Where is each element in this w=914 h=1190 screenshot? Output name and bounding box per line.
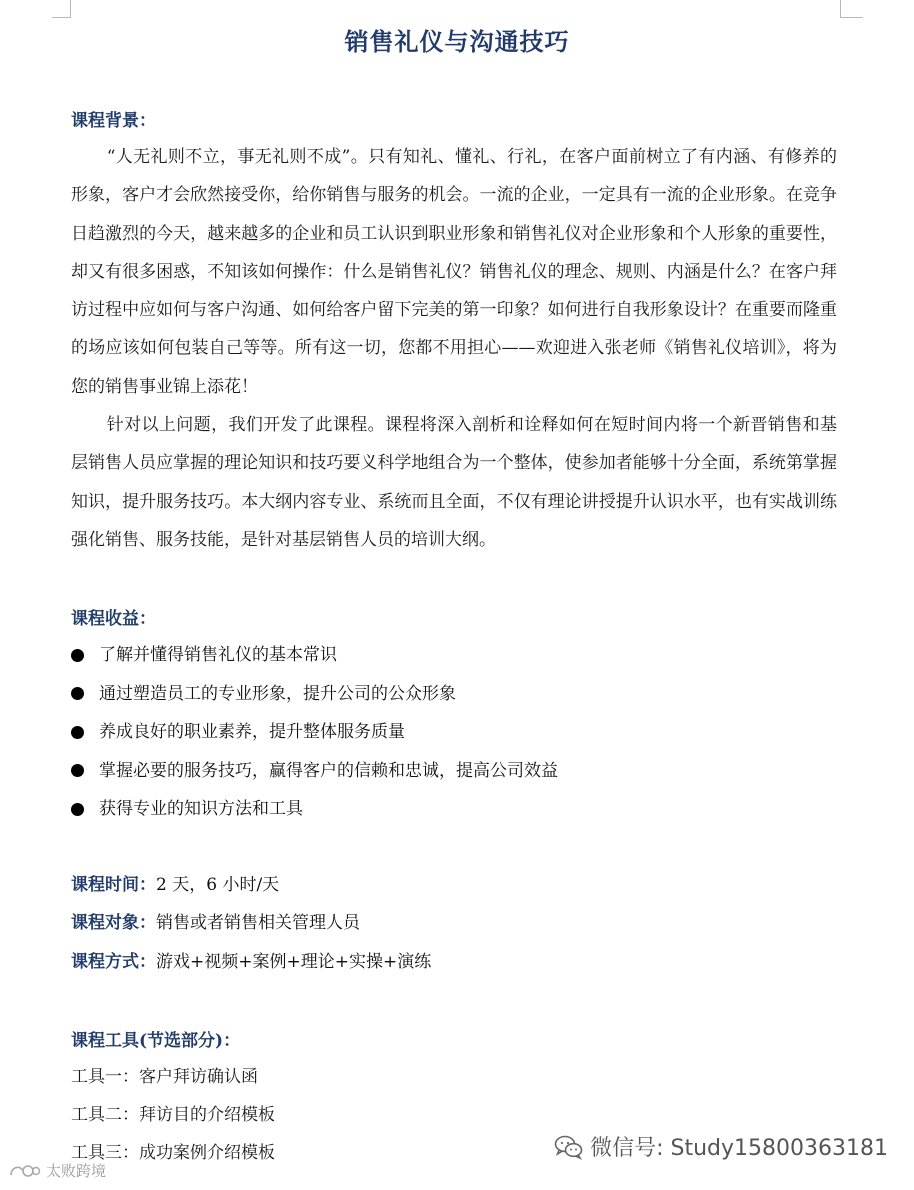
list-item: 掌握必要的服务技巧，赢得客户的信赖和忠诚，提高公司效益 xyxy=(71,752,558,791)
wechat-watermark: 微信号: Study15800363181 xyxy=(554,1131,888,1162)
tool-item: 工具三：成功案例介绍模板 xyxy=(71,1143,275,1163)
logo-icon xyxy=(8,1161,42,1181)
course-time: 课程时间：2 天，6 小时/天 xyxy=(71,875,280,895)
list-item: 养成良好的职业素养，提升整体服务质量 xyxy=(71,713,558,752)
background-paragraph: 针对以上问题，我们开发了此课程。课程将深入剖析和诠释如何在短时间内将一个新晋销售和基层销售人员应掌握的理论知识和技巧要义科学地组合为一个整体，使参加者能够十分全面，系统第掌握知识，提升服务技巧。本大纲内容专业、系统而且全面，不仅有理论讲授提升认识水平，也有实战训练强化销售、服务技能，是针对基层销售人员的培训大纲。 xyxy=(71,415,837,550)
bullet-icon xyxy=(71,803,84,816)
bullet-icon xyxy=(71,649,84,662)
bullet-icon xyxy=(71,687,84,700)
crop-mark xyxy=(52,17,70,18)
crop-mark xyxy=(70,0,71,18)
course-method: 课程方式：游戏+视频+案例+理论+实操+演练 xyxy=(71,952,432,972)
wechat-icon xyxy=(554,1134,584,1160)
list-item: 获得专业的知识方法和工具 xyxy=(71,790,558,829)
crop-mark xyxy=(841,17,863,18)
list-item: 通过塑造员工的专业形象，提升公司的公众形象 xyxy=(71,675,558,714)
tool-item: 工具二：拜访目的介绍模板 xyxy=(71,1105,275,1125)
bullet-icon xyxy=(71,764,84,777)
tools-heading: 课程工具(节选部分)： xyxy=(71,1031,241,1051)
benefits-heading: 课程收益： xyxy=(71,609,156,629)
crop-mark xyxy=(840,0,841,18)
background-paragraph: “人无礼则不立，事无礼则不成”。只有知礼、懂礼、行礼，在客户面前树立了有内涵、有修养的形象，客户才会欣然接受你，给你销售与服务的机会。一流的企业，一定具有一流的企业形象。在竞争日趋激烈的今天，越来越多的企业和员工认识到职业形象和销售礼仪对企业形象和个人形象的重要性，却又有很多困惑，不知该如何操作：什么是销售礼仪？销售礼仪的理念、规则、内涵是什么？在客户拜访过程中应如何与客户沟通、如何给客户留下完美的第一印象？如何进行自我形象设计？在重要而隆重的场应该如何包装自己等等。所有这一切，您都不用担心——欢迎进入张老师《销售礼仪培训》，将为您的销售事业锦上添花！ xyxy=(71,147,837,397)
tool-item: 工具一：客户拜访确认函 xyxy=(71,1067,258,1087)
benefits-list xyxy=(71,636,558,829)
bullet-icon xyxy=(71,726,84,739)
document-title: 销售礼仪与沟通技巧 xyxy=(344,27,570,56)
background-heading: 课程背景： xyxy=(71,111,156,131)
corner-logo: 太败跨境 xyxy=(8,1160,106,1181)
list-item: 了解并懂得销售礼仪的基本常识 xyxy=(71,636,558,675)
background-text xyxy=(71,138,837,559)
course-audience: 课程对象：销售或者销售相关管理人员 xyxy=(71,913,360,933)
